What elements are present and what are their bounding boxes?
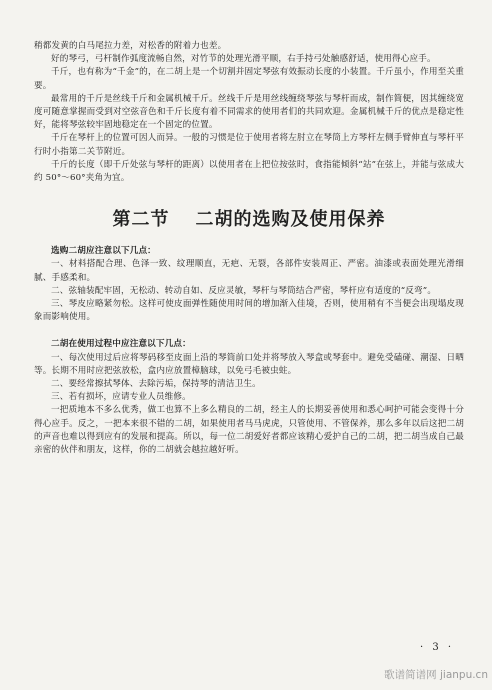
section-title: 二胡的选购及使用保养 [195,209,386,231]
paragraph-continuation: 稍都发黄的白马尾拉力差，对松香的附着力也差。 [34,41,227,51]
purchase-item-1: 一、材料搭配合理、色泽一致、纹理顺直，无疤、无裂，各部件安装周正、严密。油漆或表面处理光滑细腻、手感柔和。 [34,259,464,283]
section-heading [34,205,464,231]
usage-item-1: 一、每次使用过后应将琴码移至皮面上沿的琴筒前口处并将琴放入琴盒或琴套中。避免受磕碰、潮湿、日晒等。长期不用时应把弦放松，盒内应放置樟脑球，以免弓毛被虫蛀。 [34,352,464,376]
paragraph-qianjin-position: 千斤在琴杆上的位置可因人而异。一般的习惯是位于使用者将左肘立在琴筒上方琴杆左侧手臂伸直与琴杆平行时小指第二关节附近。 [34,133,464,157]
page-number: · 3 · [420,642,455,653]
purchase-item-2: 二、弦轴装配牢固，无松动、转动自如、反应灵敏，琴杆与琴筒结合严密，琴杆应有适度的“反弯”。 [51,285,437,296]
purchase-heading: 选购二胡应注意以下几点： [51,246,156,257]
page-content [34,40,464,457]
paragraph-qianjin-types: 最常用的千斤是丝线千斤和金属机械千斤。丝线千斤是用丝线缠绕琴弦与琴杆而成，制作简便，因其缠绕宽度可随意掌握而受到对空弦音色和千斤长度有着不同需求的使用者们的共同欢迎。金属机械千斤的优点是稳定性好，能将琴弦较牢固地稳定在一个固定的位置。 [34,93,464,131]
usage-item-2: 二、要经常擦拭琴体、去除污垢，保持琴的清洁卫生。 [51,379,261,390]
usage-item-3: 三、若有损坏，应请专业人员维修。 [51,392,191,403]
section-number: 第二节 [112,209,170,231]
purchase-item-3: 三、琴皮应略紧勿松。这样可使皮面弹性随使用时间的增加渐入佳境，否则，使用稍有不当便会出现塌皮现象而影响使用。 [34,299,464,323]
usage-heading: 二胡在使用过程中应注意以下几点： [51,339,191,350]
paragraph-good-bow: 好的琴弓，弓杆制作弧度流畅自然，对竹节的处理光滑平顺，右手持弓处触感舒适，使用得心应手。 [51,54,436,65]
usage-conclusion: 一把质地本不多么优秀，做工也算不上多么精良的二胡，经主人的长期妥善使用和悉心呵护可能会变得十分得心应手。反之，一把本来很不错的二胡，如果使用者马马虎虎，只管使用、不管保养，那么多年以后这把二胡的声音也难以得到应有的发展和提高。所以，每一位二胡爱好者都应该精心爱护自己的二胡，把二胡当成自己最亲密的伙伴和朋友，这样，你的二胡就会越拉越好听。 [34,405,464,456]
watermark: 歌谱简谱网 jianpu.cn [384,669,488,681]
paragraph-qianjin-length: 千斤的长度（即千斤处弦与琴杆的距离）以使用者在上把位按弦时，食指能倾斜“站”在弦上，并能与弦成大约 50°～60°夹角为宜。 [34,159,464,184]
paragraph-qianjin-intro: 千斤，也有称为“千金”的，在二胡上是一个切割并固定琴弦有效振动长度的小装置。千斤虽小，作用至关重要。 [34,67,464,91]
